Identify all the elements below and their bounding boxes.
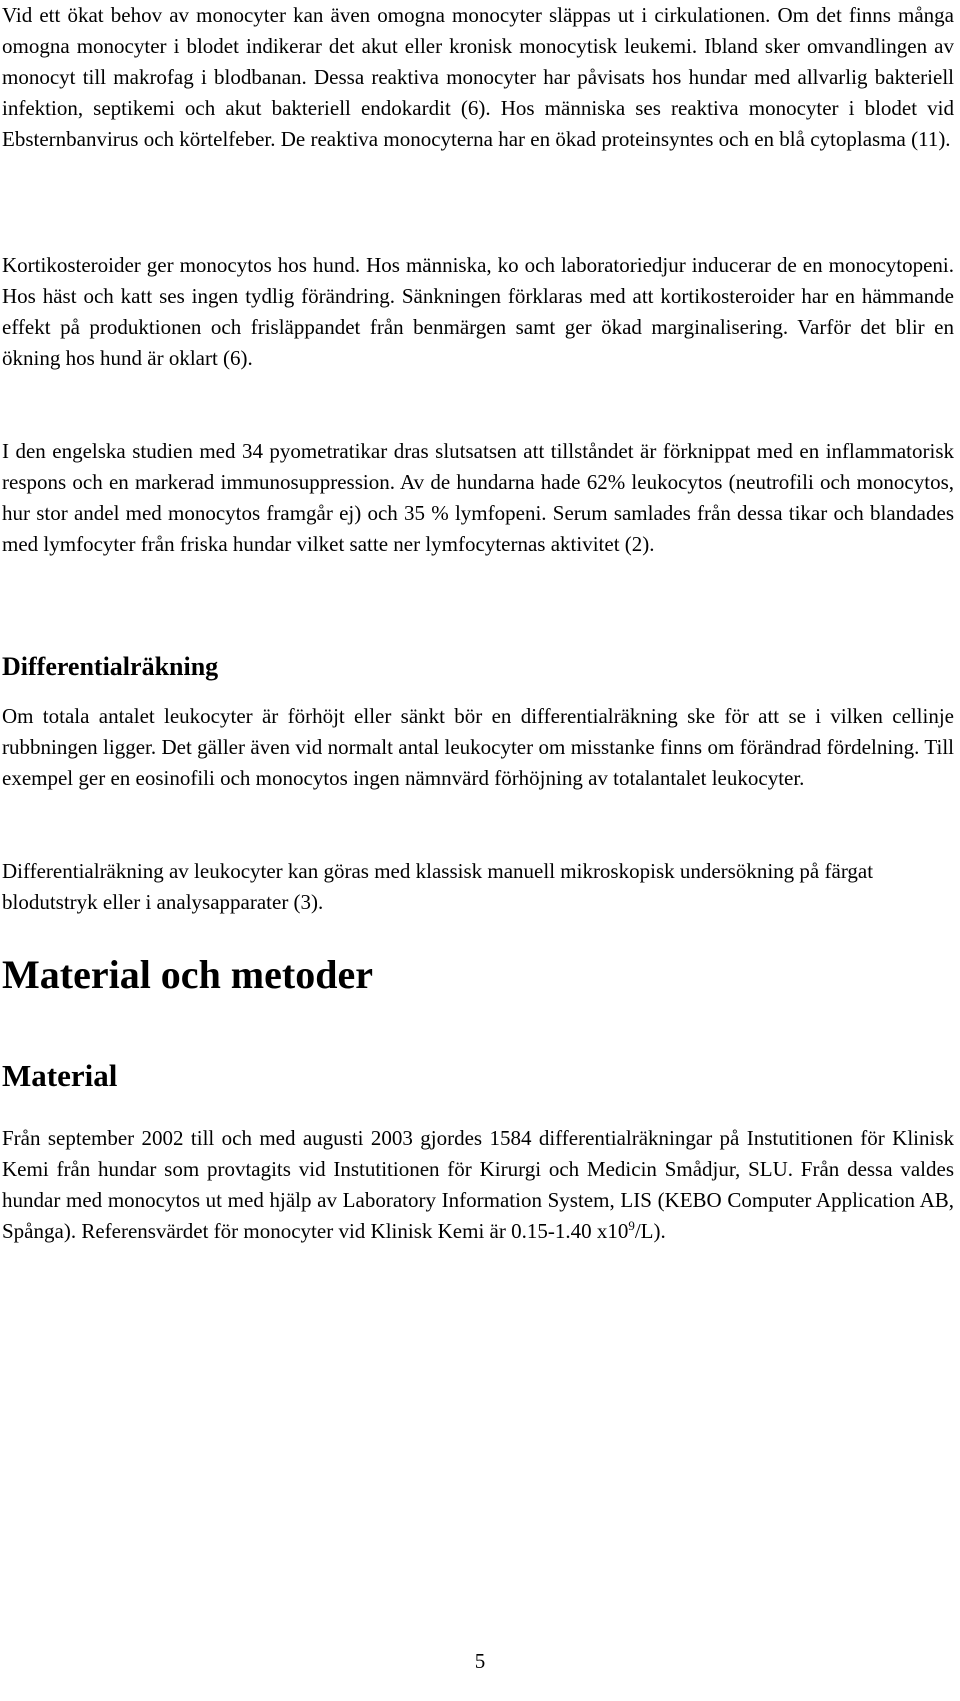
paragraph-material-unit: /L).: [634, 1219, 666, 1243]
page-number: 5: [474, 1649, 486, 1673]
heading-material-och-metoder: Material och metoder: [2, 952, 373, 997]
heading-differentialrakning: Differentialräkning: [2, 652, 219, 681]
paragraph-monocytes-reactive: Vid ett ökat behov av monocyter kan även omogna monocyter släppas ut i cirkulationen. Om det finns många omogna monocyter i blodet indikerar det akut eller kronisk monocytisk leukemi. Ibland sker omvandlingen av monocyt till makrofag i blodbanan. Dessa reaktiva monocyter har påvisats hos hundar med allvarlig bakteriell infektion, septikemi och akut bakteriell endokardit (6). Hos människa ses reaktiva monocyter i blodet vid Ebsternbanvirus och körtelfeber. De reaktiva monocyterna har en ökad proteinsyntes och en blå cytoplasma (11).: [2, 3, 954, 151]
paragraph-material-text: Från september 2002 till och med augusti 2003 gjordes 1584 differentialräkningar på Instutitionen för Klinisk Kemi från hundar som provtagits vid Instutitionen för Kirurgi och Medicin Smådjur, SLU. Från dessa valdes hundar med monocytos ut med hjälp av Laboratory Information System, LIS (KEBO Computer Application AB, Spånga). Referensvärdet för monocyter vid Klinisk Kemi är 0.15-1.40 x10: [2, 1126, 954, 1243]
heading-material: Material: [2, 1058, 118, 1093]
paragraph-material: [2, 1123, 954, 1247]
superscript-exponent: 9: [628, 1218, 635, 1233]
paragraph-differential-methods: Differentialräkning av leukocyter kan göras med klassisk manuell mikroskopisk undersökning på färgat blodutstryk eller i analysapparater (3).: [2, 859, 874, 914]
paragraph-corticosteroids: Kortikosteroider ger monocytos hos hund. Hos människa, ko och laboratoriedjur inducerar de en monocytopeni. Hos häst och katt ses ingen tydlig förändring. Sänkningen förklaras med att kortikosteroider har en hämmande effekt på produktionen och frisläppandet från benmärgen samt ger ökad marginalisering. Varför det blir en ökning hos hund är oklart (6).: [2, 253, 954, 370]
paragraph-english-study: I den engelska studien med 34 pyometratikar dras slutsatsen att tillståndet är förknippat med en inflammatorisk respons och en markerad immunosuppression. Av de hundarna hade 62% leukocytos (neutrofili och monocytos, hur stor andel med monocytos framgår ej) och 35 % lymfopeni. Serum samlades från dessa tikar och blandades med lymfocyter från friska hundar vilket satte ner lymfocyternas aktivitet (2).: [2, 439, 954, 556]
paragraph-differential-intro: Om totala antalet leukocyter är förhöjt eller sänkt bör en differentialräkning ske för att se i vilken cellinje rubbningen ligger. Det gäller även vid normalt antal leukocyter om misstanke finns om förändrad fördelning. Till exempel ger en eosinofili och monocytos ingen nämnvärd förhöjning av totalantalet leukocyter.: [2, 704, 954, 790]
